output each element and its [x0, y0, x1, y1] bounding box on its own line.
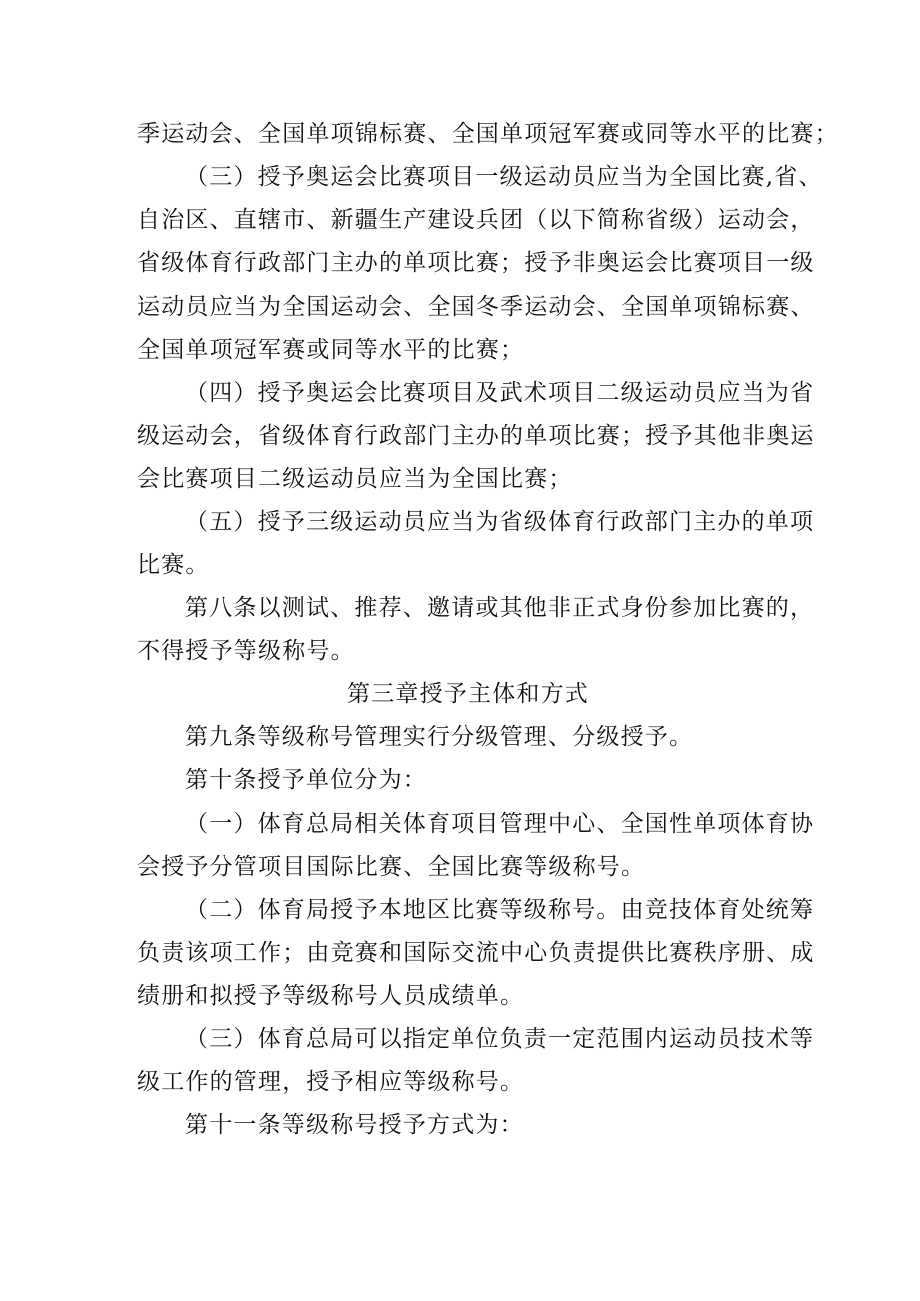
text-line: 第八条以测试、推荐、邀请或其他非正式身份参加比赛的，: [185, 595, 815, 621]
text-line: 自治区、直辖市、新疆生产建设兵团（以下简称省级）运动会，: [137, 207, 815, 233]
text-line: （三）授予奥运会比赛项目一级运动员应当为全国比赛,省、: [185, 164, 823, 190]
text-line: 省级体育行政部门主办的单项比赛；授予非奥运会比赛项目一级: [137, 250, 815, 276]
text-line: 负责该项工作；由竞赛和国际交流中心负责提供比赛秩序册、成: [137, 940, 815, 966]
text-line: （一）体育总局相关体育项目管理中心、全国性单项体育协: [185, 811, 815, 837]
text-line: 运动员应当为全国运动会、全国冬季运动会、全国单项锦标赛、: [137, 294, 815, 320]
text-line: 全国单项冠军赛或同等水平的比赛；: [137, 337, 525, 363]
text-line: 季运动会、全国单项锦标赛、全国单项冠军赛或同等水平的比赛；: [137, 121, 839, 147]
text-line: 会比赛项目二级运动员应当为全国比赛；: [137, 466, 573, 492]
text-line: （二）体育局授予本地区比赛等级称号。由竞技体育处统筹: [185, 897, 815, 923]
text-line: （四）授予奥运会比赛项目及武术项目二级运动员应当为省: [185, 380, 815, 406]
text-line: 不得授予等级称号。: [137, 638, 355, 664]
text-line: 级运动会，省级体育行政部门主办的单项比赛；授予其他非奥运: [137, 423, 815, 449]
chapter-heading: 第三章授予主体和方式: [347, 681, 589, 707]
text-line: 第十条授予单位分为：: [185, 767, 427, 793]
text-line: （三）体育总局可以指定单位负责一定范围内运动员技术等: [185, 1026, 815, 1052]
text-line: 第九条等级称号管理实行分级管理、分级授予。: [185, 724, 694, 750]
text-line: 第十一条等级称号授予方式为：: [185, 1112, 524, 1138]
text-line: 会授予分管项目国际比赛、全国比赛等级称号。: [137, 854, 646, 880]
text-line: （五）授予三级运动员应当为省级体育行政部门主办的单项: [185, 509, 815, 535]
text-line: 绩册和拟授予等级称号人员成绩单。: [137, 983, 525, 1009]
text-line: 级工作的管理，授予相应等级称号。: [137, 1069, 525, 1095]
text-line: 比赛。: [137, 552, 210, 578]
